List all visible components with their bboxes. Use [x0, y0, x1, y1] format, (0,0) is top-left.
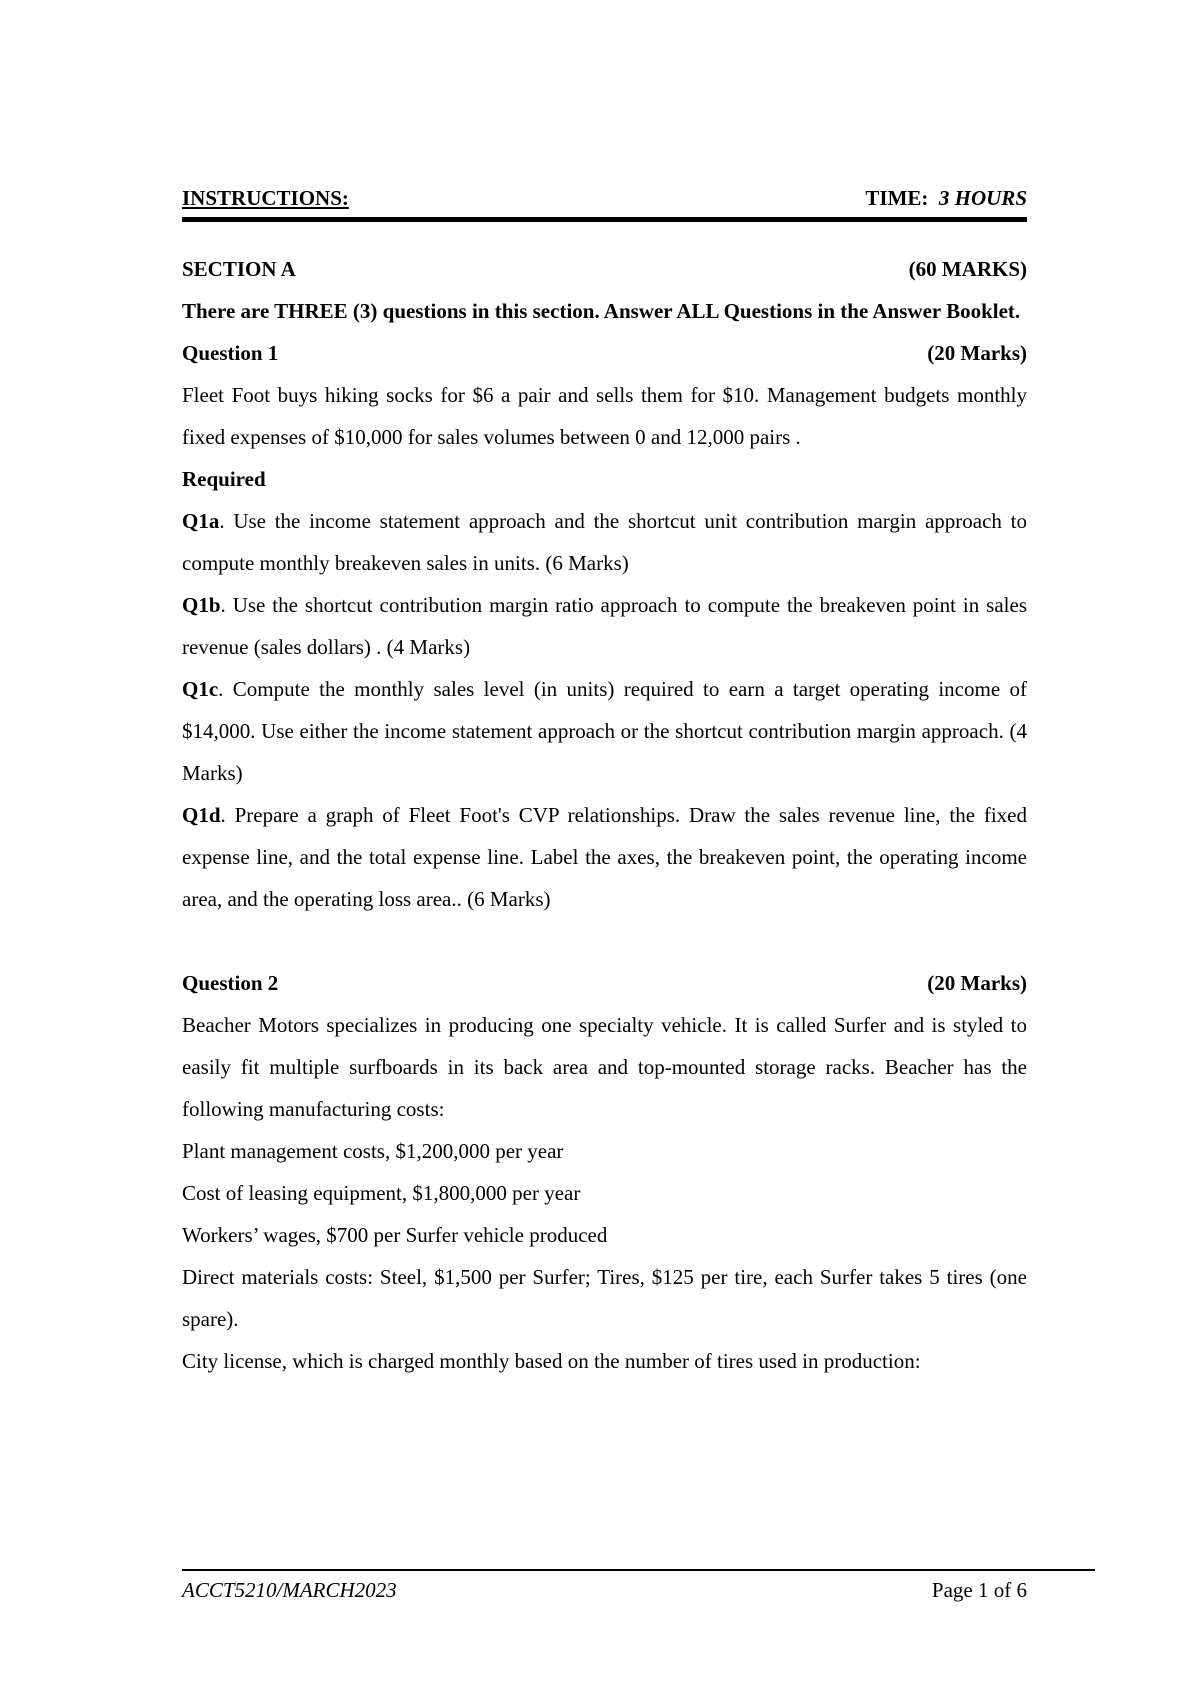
question-2-body: Beacher Motors specializes in producing one specialty vehicle. It is called Surfer and is styled to easily fit multiple surfboards in its back area and top-mounted storage racks. Beacher has the following manufacturing costs:	[182, 1013, 1027, 1121]
page-footer	[182, 1578, 1027, 1603]
required-heading: Required	[182, 467, 266, 491]
q1a-text: . Use the income statement approach and the shortcut unit contribution margin approach to compute monthly breakeven sales in units. (6 Marks)	[182, 509, 1027, 575]
question-1c	[182, 668, 1027, 794]
cost-item-leasing: Cost of leasing equipment, $1,800,000 per year	[182, 1181, 581, 1205]
main-content	[182, 248, 1027, 1382]
section-a-heading	[182, 248, 1027, 290]
question-1-heading	[182, 332, 1027, 374]
section-a-instruction: There are THREE (3) questions in this section. Answer ALL Questions in the Answer Booklet.	[182, 299, 1021, 323]
q1c-label: Q1c	[182, 677, 219, 701]
question-1-title: Question 1	[182, 341, 279, 365]
question-1a	[182, 500, 1027, 584]
q1d-label: Q1d	[182, 803, 221, 827]
q1b-text: . Use the shortcut contribution margin ratio approach to compute the breakeven point in sales revenue (sales dollars) . (4 Marks)	[182, 593, 1027, 659]
cost-item-materials: Direct materials costs: Steel, $1,500 per Surfer; Tires, $125 per tire, each Surfer takes 5 tires (one spare).	[182, 1265, 1027, 1331]
question-2-heading	[182, 962, 1027, 1004]
cost-item-wages: Workers’ wages, $700 per Surfer vehicle produced	[182, 1223, 608, 1247]
question-1b	[182, 584, 1027, 668]
question-1-marks: (20 Marks)	[927, 341, 1027, 365]
q1a-label: Q1a	[182, 509, 220, 533]
cost-item-city-license: City license, which is charged monthly based on the number of tires used in production:	[182, 1349, 921, 1373]
question-2-title: Question 2	[182, 971, 279, 995]
q1d-text: . Prepare a graph of Fleet Foot's CVP relationships. Draw the sales revenue line, the fixed expense line, and the total expense line. Label the axes, the breakeven point, the operating income area, and the operating loss area.. (6 Marks)	[182, 803, 1027, 911]
time-label: TIME:	[865, 186, 929, 210]
page-number: Page 1 of 6	[931, 1578, 1027, 1602]
question-1-body: Fleet Foot buys hiking socks for $6 a pair and sells them for $10. Management budgets monthly fixed expenses of $10,000 for sales volumes between 0 and 12,000 pairs .	[182, 383, 1027, 449]
course-code: ACCT5210/MARCH2023	[182, 1578, 397, 1602]
question-1d	[182, 794, 1027, 920]
time-info	[865, 186, 1027, 211]
footer-divider	[182, 1569, 1095, 1571]
question-2-marks: (20 Marks)	[927, 971, 1027, 995]
section-a-title: SECTION A	[182, 257, 296, 281]
q1c-text: . Compute the monthly sales level (in units) required to earn a target operating income of $14,000. Use either the income statement approach or the shortcut contribution margin approach. (4 Marks)	[182, 677, 1027, 785]
q1b-label: Q1b	[182, 593, 221, 617]
page-header	[182, 186, 1027, 211]
section-a-marks: (60 MARKS)	[908, 257, 1027, 281]
spacer	[182, 920, 1027, 962]
time-value: 3 HOURS	[938, 186, 1027, 210]
header-divider	[182, 217, 1027, 222]
instructions-heading: INSTRUCTIONS:	[182, 186, 349, 210]
cost-item-plant-management: Plant management costs, $1,200,000 per year	[182, 1139, 564, 1163]
